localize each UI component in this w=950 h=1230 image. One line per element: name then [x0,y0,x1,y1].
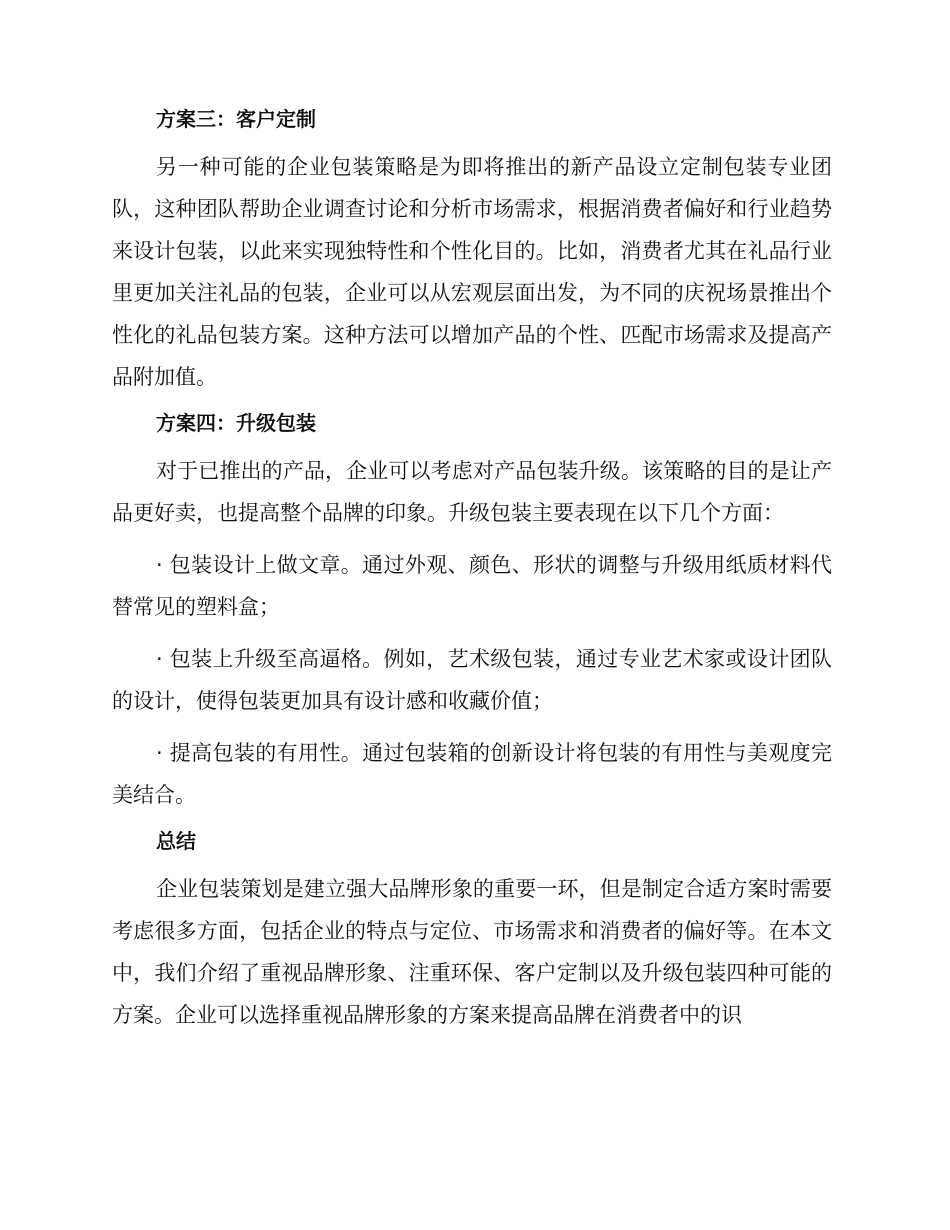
section-heading-customization: 方案三：客户定制 [156,107,316,131]
paragraph-customization: 另一种可能的企业包装策略是为即将推出的新产品设立定制包装专业团队，这种团队帮助企业调查讨论和分析市场需求，根据消费者偏好和行业趋势来设计包装，以此来实现独特性和个性化目的。比如，消费者尤其在礼品行业里更加关注礼品的包装，企业可以从宏观层面出发，为不同的庆祝场景推出个性化的礼品包装方案。这种方法可以增加产品的个性、匹配市场需求及提高产品附加值。 [112,155,832,389]
document-page [112,104,832,1044]
bullet-item-premium: · 包装上升级至高逼格。例如，艺术级包装，通过专业艺术家或设计团队的设计，使得包装更加具有设计感和收藏价值； [112,647,832,713]
paragraph-upgrade-intro: 对于已推出的产品，企业可以考虑对产品包装升级。该策略的目的是让产品更好卖，也提高整个品牌的印象。升级包装主要表现在以下几个方面： [112,459,832,525]
section-heading-upgrade: 方案四：升级包装 [156,411,316,435]
bullet-item-usefulness: · 提高包装的有用性。通过包装箱的创新设计将包装的有用性与美观度完美结合。 [112,741,832,807]
section-heading-summary: 总结 [156,829,196,853]
bullet-item-design: · 包装设计上做文章。通过外观、颜色、形状的调整与升级用纸质材料代替常见的塑料盒； [112,553,832,619]
paragraph-summary: 企业包装策划是建立强大品牌形象的重要一环，但是制定合适方案时需要考虑很多方面，包括企业的特点与定位、市场需求和消费者的偏好等。在本文中，我们介绍了重视品牌形象、注重环保、客户定制以及升级包装四种可能的方案。企业可以选择重视品牌形象的方案来提高品牌在消费者中的识 [112,877,832,1027]
